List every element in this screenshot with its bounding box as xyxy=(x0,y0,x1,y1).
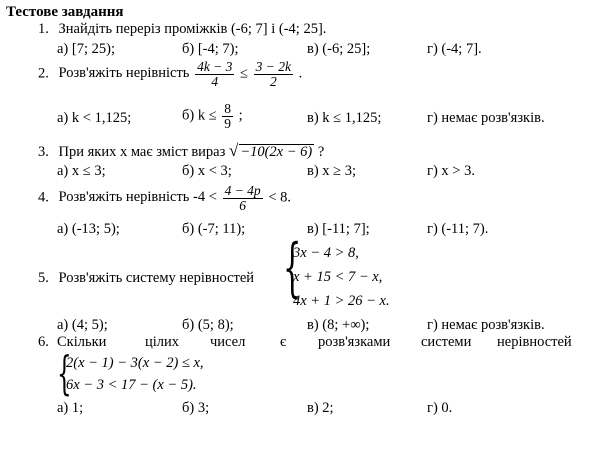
q5-system-line-3: 4x + 1 > 26 − x. xyxy=(293,293,390,309)
q6-system-line-1: 2(x − 1) − 3(x − 2) ≤ x, xyxy=(66,355,204,371)
q1-option-c: в) (-6; 25]; xyxy=(307,41,371,57)
q5-option-d: г) немає розв'язків. xyxy=(427,317,545,333)
q1-option-b: б) [-4; 7); xyxy=(182,41,239,57)
q5-system-line-2: x + 15 < 7 − x, xyxy=(293,269,383,285)
q2-lhs-fraction xyxy=(195,60,234,88)
q2-end: . xyxy=(298,65,303,82)
q6-word-3: чисел xyxy=(210,334,246,350)
q5-system-line-1: 3x − 4 > 8, xyxy=(293,245,359,261)
question-2-number: 2. xyxy=(38,65,49,82)
q6-option-d: г) 0. xyxy=(427,400,453,416)
q6-word-4: є xyxy=(280,334,287,350)
q5-option-b: б) (5; 8); xyxy=(182,317,234,333)
q5-option-a: а) (4; 5); xyxy=(57,317,108,333)
q6-word-1: Скільки xyxy=(57,334,107,350)
q2-lhs-denominator: 4 xyxy=(195,74,234,89)
q3-option-b: б) x < 3; xyxy=(182,163,232,179)
question-4-text: Розв'яжіть нерівність -4 < xyxy=(58,189,217,206)
q2-rhs-fraction xyxy=(254,60,293,88)
q2-option-b-numerator: 8 xyxy=(224,101,232,116)
q6-option-a: а) 1; xyxy=(57,400,84,416)
q4-numerator: 4 − 4p xyxy=(224,183,261,198)
q5-option-c: в) (8; +∞); xyxy=(307,317,370,333)
q4-end: < 8. xyxy=(268,189,291,206)
question-4-number: 4. xyxy=(38,189,49,206)
q2-option-b-prefix: б) k ≤ xyxy=(182,107,217,124)
q2-option-c: в) k ≤ 1,125; xyxy=(307,110,382,126)
q2-relation: ≤ xyxy=(240,65,249,82)
q1-option-d: г) (-4; 7]. xyxy=(427,41,482,57)
q6-system-line-2: 6x − 3 < 17 − (x − 5). xyxy=(66,377,197,393)
q6-option-c: в) 2; xyxy=(307,400,334,416)
question-6-number: 6. xyxy=(38,334,49,350)
question-5-text: Розв'яжіть систему нерівностей xyxy=(58,270,255,286)
question-2-text: Розв'яжіть нерівність xyxy=(58,65,190,82)
page-title: Тестове завдання xyxy=(6,4,124,20)
q3-option-a: а) x ≤ 3; xyxy=(57,163,106,179)
q2-option-b-suffix: ; xyxy=(238,107,243,124)
system-brace-icon: { xyxy=(283,231,302,305)
q6-word-2: цілих xyxy=(145,334,180,350)
q3-radicand: −10(2x − 6) xyxy=(240,144,313,160)
q2-option-a: а) k < 1,125; xyxy=(57,110,132,126)
question-5 xyxy=(38,271,254,286)
q2-option-b xyxy=(182,102,243,130)
q6-word-6: системи xyxy=(421,334,472,350)
question-3-number: 3. xyxy=(38,144,49,160)
sqrt-sign-icon: √ xyxy=(228,141,239,160)
q1-option-a: а) [7; 25); xyxy=(57,41,115,57)
q3-option-d: г) x > 3. xyxy=(427,163,475,179)
question-1 xyxy=(38,22,326,37)
q2-option-b-fraction xyxy=(222,102,233,130)
q3-end: ? xyxy=(317,144,325,160)
q2-option-b-denominator: 9 xyxy=(224,115,232,131)
q6-word-7: нерівностей xyxy=(497,334,572,350)
q6-option-b: б) 3; xyxy=(182,400,210,416)
q4-denominator: 6 xyxy=(223,198,263,213)
question-5-number: 5. xyxy=(38,270,49,286)
q4-fraction xyxy=(223,184,263,212)
q2-rhs-numerator: 3 − 2k xyxy=(255,59,291,74)
q2-option-d: г) немає розв'язків. xyxy=(427,110,545,126)
q2-lhs-numerator: 4k − 3 xyxy=(197,59,233,74)
q4-option-a: а) (-13; 5); xyxy=(57,221,120,237)
q4-option-d: г) (-11; 7). xyxy=(427,221,489,237)
question-4 xyxy=(38,184,291,212)
question-1-number: 1. xyxy=(38,21,49,37)
question-3 xyxy=(38,142,324,160)
q6-word-5: розв'язками xyxy=(318,334,391,350)
system-brace-icon: { xyxy=(57,346,72,400)
q2-rhs-denominator: 2 xyxy=(254,74,293,89)
question-3-text: При яких x має зміст вираз xyxy=(58,144,226,160)
q3-option-c: в) x ≥ 3; xyxy=(307,163,357,179)
question-2 xyxy=(38,60,302,88)
question-1-text: Знайдіть переріз проміжків (-6; 7] і (-4; 25]. xyxy=(58,21,327,37)
q4-option-b: б) (-7; 11); xyxy=(182,221,246,237)
q4-option-c: в) [-11; 7]; xyxy=(307,221,370,237)
